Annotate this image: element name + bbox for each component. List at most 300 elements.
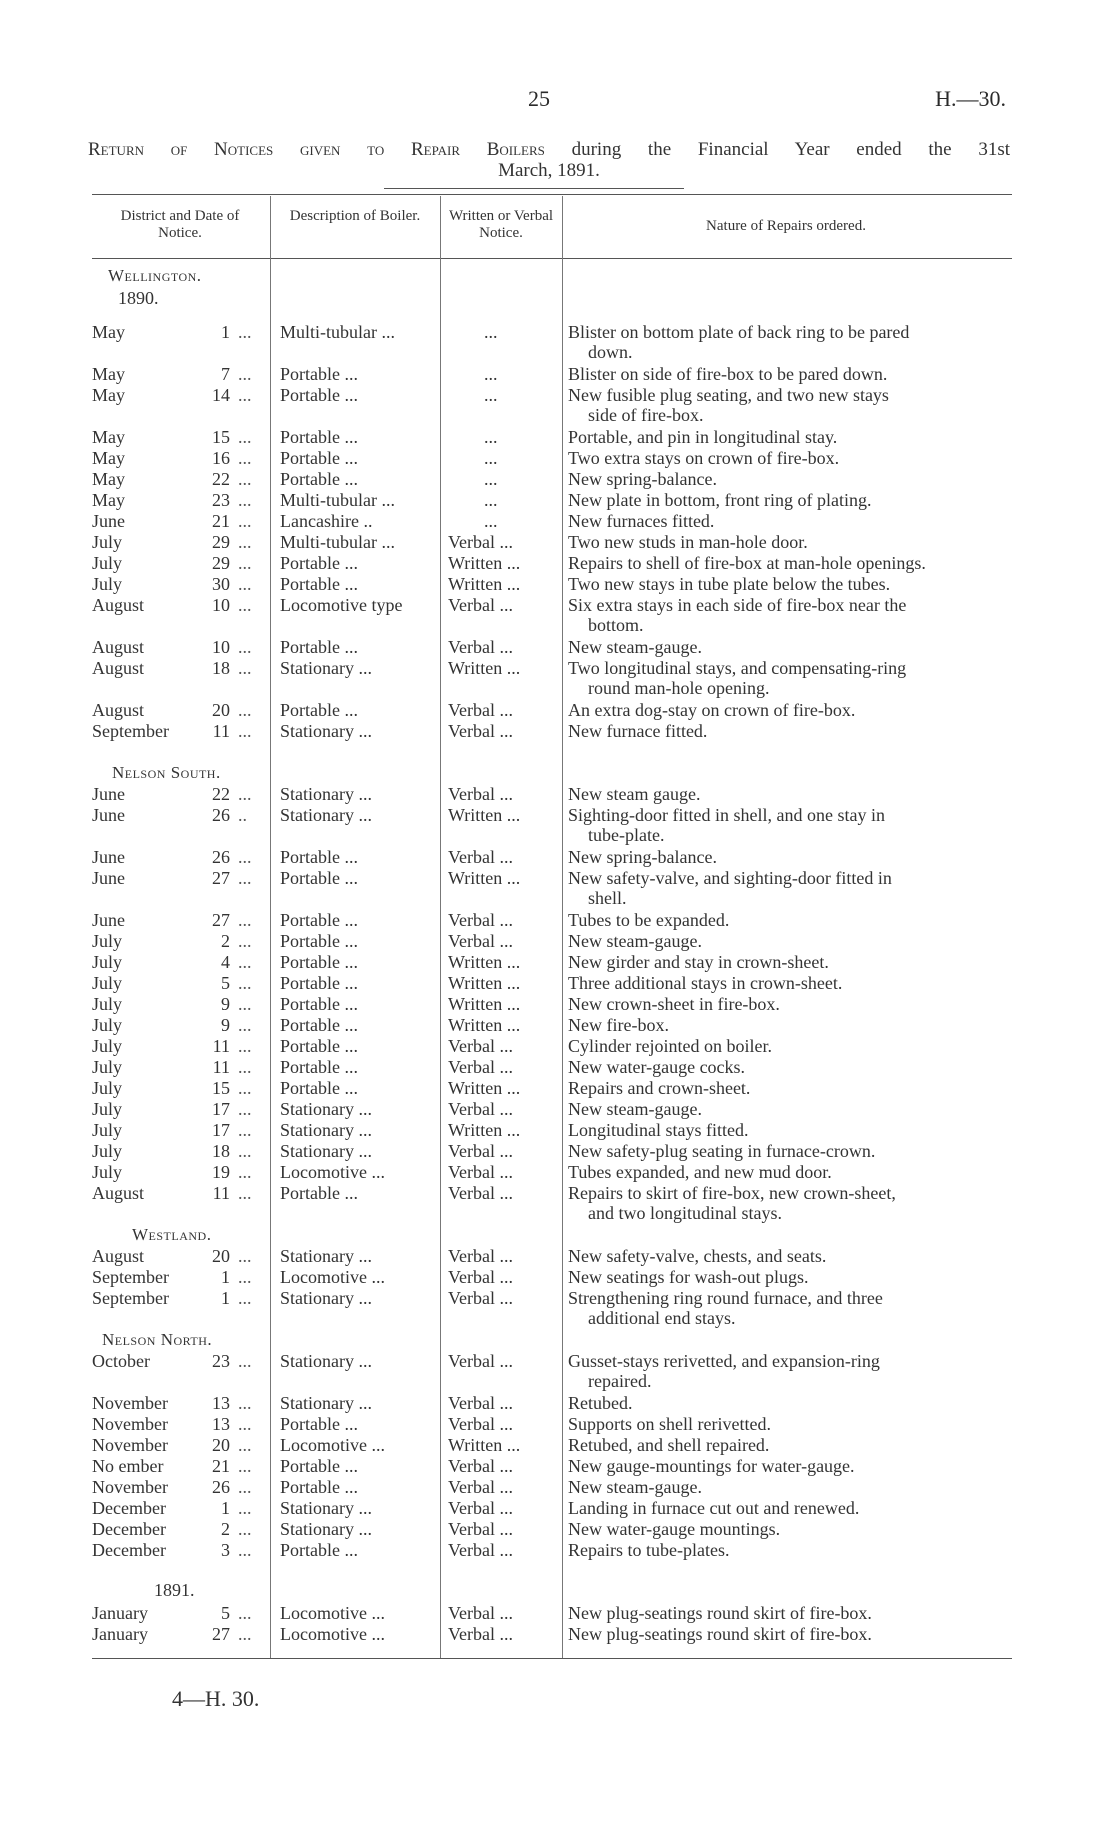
row-leader-dots: ... bbox=[238, 322, 252, 342]
row-leader-dots: ... bbox=[238, 1435, 252, 1455]
repair-text: An extra dog-stay on crown of fire-box. bbox=[568, 700, 856, 720]
repair-text: Repairs to shell of fire-box at man-hole openings. bbox=[568, 553, 926, 573]
repair-text-continued: down. bbox=[588, 342, 633, 362]
repair-text: New safety-valve, chests, and seats. bbox=[568, 1246, 827, 1266]
repair-text: Landing in furnace cut out and renewed. bbox=[568, 1498, 860, 1518]
row-notice-type: Written ... bbox=[448, 1015, 521, 1035]
row-repairs-ordered bbox=[568, 1477, 1012, 1497]
row-day: 11 bbox=[212, 1183, 230, 1203]
row-day: 17 bbox=[212, 1099, 230, 1119]
row-boiler-description: Portable ... bbox=[280, 1057, 358, 1077]
title-line-2: March, 1891. bbox=[498, 160, 600, 181]
row-boiler-description: Stationary ... bbox=[280, 1519, 372, 1539]
repair-text: Blister on side of fire-box to be pared down. bbox=[568, 364, 888, 384]
row-leader-dots: ... bbox=[238, 427, 252, 447]
row-repairs-ordered bbox=[568, 511, 1012, 531]
row-day: 3 bbox=[221, 1540, 230, 1560]
repair-text: Repairs to skirt of fire-box, new crown-sheet, bbox=[568, 1183, 896, 1203]
row-leader-dots: ... bbox=[238, 490, 252, 510]
row-day: 9 bbox=[221, 1015, 230, 1035]
row-month: December bbox=[92, 1498, 166, 1518]
row-notice-type: Verbal ... bbox=[448, 1414, 513, 1434]
row-notice-type: Written ... bbox=[448, 1078, 521, 1098]
row-notice-type: ... bbox=[484, 469, 498, 489]
row-repairs-ordered bbox=[568, 1540, 1012, 1560]
row-repairs-ordered bbox=[568, 658, 1012, 698]
row-leader-dots: ... bbox=[238, 952, 252, 972]
row-boiler-description: Portable ... bbox=[280, 553, 358, 573]
row-boiler-description: Stationary ... bbox=[280, 1288, 372, 1308]
column-header-notice: Written or Verbal Notice. bbox=[448, 208, 554, 241]
repair-text-continued: shell. bbox=[588, 888, 627, 908]
row-notice-type: Verbal ... bbox=[448, 700, 513, 720]
row-boiler-description: Stationary ... bbox=[280, 1246, 372, 1266]
repair-text: Retubed, and shell repaired. bbox=[568, 1435, 770, 1455]
row-day: 23 bbox=[212, 1351, 230, 1371]
section-heading: Nelson North. bbox=[102, 1330, 213, 1349]
row-day: 13 bbox=[212, 1393, 230, 1413]
row-day: 1 bbox=[221, 1498, 230, 1518]
row-repairs-ordered bbox=[568, 595, 1012, 635]
row-notice-type: Verbal ... bbox=[448, 1036, 513, 1056]
row-day: 29 bbox=[212, 532, 230, 552]
repair-text: Three additional stays in crown-sheet. bbox=[568, 973, 843, 993]
row-month: May bbox=[92, 490, 125, 510]
row-day: 7 bbox=[221, 364, 230, 384]
row-boiler-description: Locomotive type bbox=[280, 595, 403, 615]
row-day: 1 bbox=[221, 1267, 230, 1287]
row-leader-dots: ... bbox=[238, 973, 252, 993]
row-repairs-ordered bbox=[568, 784, 1012, 804]
page-number: 25 bbox=[528, 86, 550, 111]
row-repairs-ordered bbox=[568, 1246, 1012, 1266]
row-day: 20 bbox=[212, 1435, 230, 1455]
row-boiler-description: Portable ... bbox=[280, 1183, 358, 1203]
repair-text: New girder and stay in crown-sheet. bbox=[568, 952, 829, 972]
row-month: May bbox=[92, 322, 125, 342]
row-month: November bbox=[92, 1435, 168, 1455]
section-year: 1891. bbox=[154, 1580, 195, 1600]
row-repairs-ordered bbox=[568, 1015, 1012, 1035]
row-boiler-description: Portable ... bbox=[280, 1036, 358, 1056]
repair-text: New plug-seatings round skirt of fire-box. bbox=[568, 1624, 872, 1644]
row-notice-type: Verbal ... bbox=[448, 931, 513, 951]
row-leader-dots: ... bbox=[238, 721, 252, 741]
row-notice-type: Verbal ... bbox=[448, 847, 513, 867]
row-boiler-description: Stationary ... bbox=[280, 721, 372, 741]
row-month: July bbox=[92, 973, 123, 993]
row-month: July bbox=[92, 1036, 123, 1056]
row-day: 13 bbox=[212, 1414, 230, 1434]
repair-text-continued: side of fire-box. bbox=[588, 405, 704, 425]
row-boiler-description: Multi-tubular ... bbox=[280, 532, 395, 552]
row-repairs-ordered bbox=[568, 1393, 1012, 1413]
row-repairs-ordered bbox=[568, 574, 1012, 594]
row-leader-dots: ... bbox=[238, 931, 252, 951]
row-day: 2 bbox=[221, 1519, 230, 1539]
row-repairs-ordered bbox=[568, 427, 1012, 447]
row-day: 17 bbox=[212, 1120, 230, 1140]
repair-text: Longitudinal stays fitted. bbox=[568, 1120, 749, 1140]
row-month: January bbox=[92, 1603, 148, 1623]
row-repairs-ordered bbox=[568, 1435, 1012, 1455]
repair-text: New water-gauge mountings. bbox=[568, 1519, 781, 1539]
row-month: August bbox=[92, 700, 145, 720]
row-boiler-description: Portable ... bbox=[280, 700, 358, 720]
row-notice-type: Verbal ... bbox=[448, 784, 513, 804]
row-boiler-description: Portable ... bbox=[280, 364, 358, 384]
row-notice-type: Written ... bbox=[448, 994, 521, 1014]
row-boiler-description: Portable ... bbox=[280, 952, 358, 972]
row-repairs-ordered bbox=[568, 994, 1012, 1014]
row-notice-type: ... bbox=[484, 490, 498, 510]
row-repairs-ordered bbox=[568, 1183, 1012, 1223]
row-leader-dots: ... bbox=[238, 1015, 252, 1035]
row-leader-dots: ... bbox=[238, 574, 252, 594]
row-day: 9 bbox=[221, 994, 230, 1014]
row-month: August bbox=[92, 595, 145, 615]
row-leader-dots: ... bbox=[238, 1540, 252, 1560]
repair-text: New seatings for wash-out plugs. bbox=[568, 1267, 809, 1287]
row-repairs-ordered bbox=[568, 973, 1012, 993]
row-leader-dots: ... bbox=[238, 1498, 252, 1518]
row-day: 26 bbox=[212, 1477, 230, 1497]
row-month: June bbox=[92, 868, 125, 888]
row-notice-type: Verbal ... bbox=[448, 1477, 513, 1497]
row-notice-type: Verbal ... bbox=[448, 1183, 513, 1203]
row-day: 2 bbox=[221, 931, 230, 951]
row-leader-dots: ... bbox=[238, 532, 252, 552]
header-top-rule bbox=[92, 194, 1012, 195]
row-month: November bbox=[92, 1414, 168, 1434]
row-leader-dots: ... bbox=[238, 1456, 252, 1476]
row-leader-dots: ... bbox=[238, 868, 252, 888]
row-repairs-ordered bbox=[568, 1036, 1012, 1056]
row-leader-dots: ... bbox=[238, 658, 252, 678]
row-repairs-ordered bbox=[568, 448, 1012, 468]
row-notice-type: Written ... bbox=[448, 1120, 521, 1140]
row-repairs-ordered bbox=[568, 1288, 1012, 1328]
column-divider-1 bbox=[270, 196, 271, 1658]
row-repairs-ordered bbox=[568, 1267, 1012, 1287]
row-leader-dots: ... bbox=[238, 1141, 252, 1161]
row-leader-dots: ... bbox=[238, 784, 252, 804]
row-boiler-description: Locomotive ... bbox=[280, 1603, 385, 1623]
row-day: 30 bbox=[212, 574, 230, 594]
row-boiler-description: Multi-tubular ... bbox=[280, 490, 395, 510]
row-notice-type: ... bbox=[484, 385, 498, 405]
row-repairs-ordered bbox=[568, 532, 1012, 552]
row-month: May bbox=[92, 364, 125, 384]
row-leader-dots: ... bbox=[238, 364, 252, 384]
repair-text: New fire-box. bbox=[568, 1015, 669, 1035]
row-notice-type: Verbal ... bbox=[448, 595, 513, 615]
repair-text: New crown-sheet in fire-box. bbox=[568, 994, 780, 1014]
row-leader-dots: ... bbox=[238, 595, 252, 615]
repair-text: Tubes to be expanded. bbox=[568, 910, 730, 930]
row-notice-type: ... bbox=[484, 322, 498, 342]
repair-text: Repairs and crown-sheet. bbox=[568, 1078, 751, 1098]
row-day: 5 bbox=[221, 1603, 230, 1623]
row-day: 19 bbox=[212, 1162, 230, 1182]
row-notice-type: Verbal ... bbox=[448, 1456, 513, 1476]
row-notice-type: Verbal ... bbox=[448, 721, 513, 741]
row-boiler-description: Stationary ... bbox=[280, 1120, 372, 1140]
section-heading: Nelson South. bbox=[112, 763, 221, 782]
repair-text: New gauge-mountings for water-gauge. bbox=[568, 1456, 855, 1476]
repair-text: New spring-balance. bbox=[568, 847, 717, 867]
row-month: July bbox=[92, 553, 123, 573]
column-header-description: Description of Boiler. bbox=[289, 208, 421, 224]
row-day: 22 bbox=[212, 469, 230, 489]
row-day: 1 bbox=[221, 1288, 230, 1308]
row-month: June bbox=[92, 784, 125, 804]
row-boiler-description: Lancashire .. bbox=[280, 511, 373, 531]
row-notice-type: Written ... bbox=[448, 1435, 521, 1455]
row-repairs-ordered bbox=[568, 721, 1012, 741]
row-leader-dots: ... bbox=[238, 1120, 252, 1140]
row-month: July bbox=[92, 994, 123, 1014]
row-notice-type: Verbal ... bbox=[448, 1603, 513, 1623]
row-repairs-ordered bbox=[568, 1351, 1012, 1391]
row-day: 27 bbox=[212, 868, 230, 888]
repair-text: Two new stays in tube plate below the tubes. bbox=[568, 574, 891, 594]
row-month: November bbox=[92, 1393, 168, 1413]
row-notice-type: ... bbox=[484, 448, 498, 468]
repair-text: New spring-balance. bbox=[568, 469, 717, 489]
row-leader-dots: ... bbox=[238, 1099, 252, 1119]
row-leader-dots: ... bbox=[238, 1351, 252, 1371]
row-boiler-description: Portable ... bbox=[280, 931, 358, 951]
header-bottom-rule bbox=[92, 258, 1012, 259]
row-boiler-description: Portable ... bbox=[280, 973, 358, 993]
repair-text-continued: and two longitudinal stays. bbox=[588, 1203, 782, 1223]
row-repairs-ordered bbox=[568, 364, 1012, 384]
row-leader-dots: ... bbox=[238, 469, 252, 489]
row-boiler-description: Portable ... bbox=[280, 427, 358, 447]
row-repairs-ordered bbox=[568, 1456, 1012, 1476]
repair-text: Two new studs in man-hole door. bbox=[568, 532, 808, 552]
row-repairs-ordered bbox=[568, 385, 1012, 425]
row-repairs-ordered bbox=[568, 469, 1012, 489]
row-leader-dots: .. bbox=[238, 805, 247, 825]
row-notice-type: Verbal ... bbox=[448, 1498, 513, 1518]
row-day: 11 bbox=[212, 721, 230, 741]
row-boiler-description: Stationary ... bbox=[280, 1141, 372, 1161]
row-repairs-ordered bbox=[568, 1057, 1012, 1077]
row-boiler-description: Portable ... bbox=[280, 574, 358, 594]
row-repairs-ordered bbox=[568, 1603, 1012, 1623]
row-day: 20 bbox=[212, 1246, 230, 1266]
row-repairs-ordered bbox=[568, 952, 1012, 972]
repair-text: Portable, and pin in longitudinal stay. bbox=[568, 427, 838, 447]
repair-text: Retubed. bbox=[568, 1393, 633, 1413]
row-leader-dots: ... bbox=[238, 553, 252, 573]
repair-text: Repairs to tube-plates. bbox=[568, 1540, 730, 1560]
row-day: 15 bbox=[212, 1078, 230, 1098]
column-header-repairs: Nature of Repairs ordered. bbox=[706, 218, 866, 234]
column-divider-3 bbox=[562, 196, 563, 1658]
row-month: June bbox=[92, 511, 125, 531]
row-day: 20 bbox=[212, 700, 230, 720]
row-repairs-ordered bbox=[568, 1498, 1012, 1518]
row-boiler-description: Multi-tubular ... bbox=[280, 322, 395, 342]
row-leader-dots: ... bbox=[238, 1393, 252, 1413]
row-leader-dots: ... bbox=[238, 700, 252, 720]
row-repairs-ordered bbox=[568, 700, 1012, 720]
repair-text: New steam-gauge. bbox=[568, 1477, 702, 1497]
repair-text: Supports on shell rerivetted. bbox=[568, 1414, 771, 1434]
row-repairs-ordered bbox=[568, 1141, 1012, 1161]
row-boiler-description: Stationary ... bbox=[280, 1099, 372, 1119]
row-repairs-ordered bbox=[568, 553, 1012, 573]
row-notice-type: Verbal ... bbox=[448, 1246, 513, 1266]
row-leader-dots: ... bbox=[238, 448, 252, 468]
row-repairs-ordered bbox=[568, 1519, 1012, 1539]
title-line-1a: Return of Notices given to Repair Boilers bbox=[88, 139, 545, 160]
row-boiler-description: Stationary ... bbox=[280, 1393, 372, 1413]
row-repairs-ordered bbox=[568, 322, 1012, 362]
row-notice-type: Written ... bbox=[448, 868, 521, 888]
row-month: July bbox=[92, 1120, 123, 1140]
row-repairs-ordered bbox=[568, 931, 1012, 951]
row-day: 27 bbox=[212, 910, 230, 930]
row-notice-type: Written ... bbox=[448, 553, 521, 573]
repair-text: New fusible plug seating, and two new stays bbox=[568, 385, 889, 405]
repair-text: Blister on bottom plate of back ring to be pared bbox=[568, 322, 910, 342]
row-boiler-description: Stationary ... bbox=[280, 805, 372, 825]
row-boiler-description: Portable ... bbox=[280, 1540, 358, 1560]
row-notice-type: Verbal ... bbox=[448, 532, 513, 552]
row-day: 11 bbox=[212, 1057, 230, 1077]
row-month: July bbox=[92, 1141, 123, 1161]
row-boiler-description: Portable ... bbox=[280, 637, 358, 657]
document-code: H.—30. bbox=[935, 86, 1006, 111]
row-boiler-description: Portable ... bbox=[280, 994, 358, 1014]
repair-text: Six extra stays in each side of fire-box near the bbox=[568, 595, 907, 615]
row-boiler-description: Locomotive ... bbox=[280, 1435, 385, 1455]
row-day: 29 bbox=[212, 553, 230, 573]
title-line-1 bbox=[88, 139, 1010, 160]
row-notice-type: Verbal ... bbox=[448, 1393, 513, 1413]
title-rule bbox=[384, 188, 684, 189]
row-boiler-description: Portable ... bbox=[280, 385, 358, 405]
row-day: 11 bbox=[212, 1036, 230, 1056]
row-notice-type: Verbal ... bbox=[448, 1540, 513, 1560]
row-month: June bbox=[92, 847, 125, 867]
footer-reference: 4—H. 30. bbox=[172, 1686, 260, 1711]
repair-text: New steam-gauge. bbox=[568, 1099, 702, 1119]
row-repairs-ordered bbox=[568, 847, 1012, 867]
repair-text: Strengthening ring round furnace, and three bbox=[568, 1288, 883, 1308]
row-boiler-description: Portable ... bbox=[280, 1078, 358, 1098]
row-leader-dots: ... bbox=[238, 1057, 252, 1077]
row-boiler-description: Locomotive ... bbox=[280, 1624, 385, 1644]
repair-text: Two longitudinal stays, and compensating-ring bbox=[568, 658, 907, 678]
row-leader-dots: ... bbox=[238, 637, 252, 657]
row-leader-dots: ... bbox=[238, 385, 252, 405]
row-leader-dots: ... bbox=[238, 511, 252, 531]
row-leader-dots: ... bbox=[238, 994, 252, 1014]
row-notice-type: Written ... bbox=[448, 658, 521, 678]
row-day: 21 bbox=[212, 1456, 230, 1476]
row-boiler-description: Portable ... bbox=[280, 448, 358, 468]
row-boiler-description: Stationary ... bbox=[280, 658, 372, 678]
row-month: May bbox=[92, 427, 125, 447]
row-leader-dots: ... bbox=[238, 1519, 252, 1539]
row-leader-dots: ... bbox=[238, 910, 252, 930]
row-month: November bbox=[92, 1477, 168, 1497]
row-leader-dots: ... bbox=[238, 1246, 252, 1266]
row-repairs-ordered bbox=[568, 868, 1012, 908]
row-month: August bbox=[92, 658, 145, 678]
row-day: 4 bbox=[221, 952, 230, 972]
row-repairs-ordered bbox=[568, 637, 1012, 657]
row-month: June bbox=[92, 805, 125, 825]
row-notice-type: Verbal ... bbox=[448, 1288, 513, 1308]
row-leader-dots: ... bbox=[238, 1036, 252, 1056]
repair-text: New steam-gauge. bbox=[568, 637, 702, 657]
row-month: December bbox=[92, 1540, 166, 1560]
repair-text: New steam gauge. bbox=[568, 784, 701, 804]
row-repairs-ordered bbox=[568, 1624, 1012, 1644]
row-notice-type: Written ... bbox=[448, 973, 521, 993]
row-notice-type: Verbal ... bbox=[448, 1099, 513, 1119]
page-header bbox=[0, 86, 1114, 116]
row-month: September bbox=[92, 1267, 169, 1287]
repair-text: Two extra stays on crown of fire-box. bbox=[568, 448, 840, 468]
row-leader-dots: ... bbox=[238, 1267, 252, 1287]
row-day: 21 bbox=[212, 511, 230, 531]
row-month: October bbox=[92, 1351, 150, 1371]
row-month: July bbox=[92, 931, 123, 951]
row-notice-type: Verbal ... bbox=[448, 1624, 513, 1644]
row-repairs-ordered bbox=[568, 490, 1012, 510]
row-boiler-description: Stationary ... bbox=[280, 1351, 372, 1371]
row-month: July bbox=[92, 952, 123, 972]
row-boiler-description: Stationary ... bbox=[280, 784, 372, 804]
table-bottom-rule bbox=[92, 1658, 1012, 1659]
row-day: 1 bbox=[221, 322, 230, 342]
row-repairs-ordered bbox=[568, 1120, 1012, 1140]
row-month: May bbox=[92, 385, 125, 405]
column-header-district: District and Date of Notice. bbox=[120, 208, 240, 241]
row-notice-type: Verbal ... bbox=[448, 1267, 513, 1287]
title-line-1b: during the Financial Year ended the 31st bbox=[571, 139, 1010, 160]
row-boiler-description: Portable ... bbox=[280, 847, 358, 867]
row-boiler-description: Locomotive ... bbox=[280, 1267, 385, 1287]
column-divider-2 bbox=[440, 196, 441, 1658]
row-notice-type: Verbal ... bbox=[448, 637, 513, 657]
row-month: July bbox=[92, 1015, 123, 1035]
repair-text-continued: bottom. bbox=[588, 615, 644, 635]
row-boiler-description: Stationary ... bbox=[280, 1498, 372, 1518]
row-leader-dots: ... bbox=[238, 1624, 252, 1644]
row-repairs-ordered bbox=[568, 1078, 1012, 1098]
row-boiler-description: Portable ... bbox=[280, 1015, 358, 1035]
row-leader-dots: ... bbox=[238, 1288, 252, 1308]
table-title bbox=[88, 139, 1010, 181]
row-month: No ember bbox=[92, 1456, 164, 1476]
row-day: 5 bbox=[221, 973, 230, 993]
row-repairs-ordered bbox=[568, 805, 1012, 845]
row-leader-dots: ... bbox=[238, 1162, 252, 1182]
row-day: 18 bbox=[212, 1141, 230, 1161]
row-day: 18 bbox=[212, 658, 230, 678]
row-day: 14 bbox=[212, 385, 230, 405]
row-boiler-description: Portable ... bbox=[280, 1414, 358, 1434]
row-day: 10 bbox=[212, 637, 230, 657]
